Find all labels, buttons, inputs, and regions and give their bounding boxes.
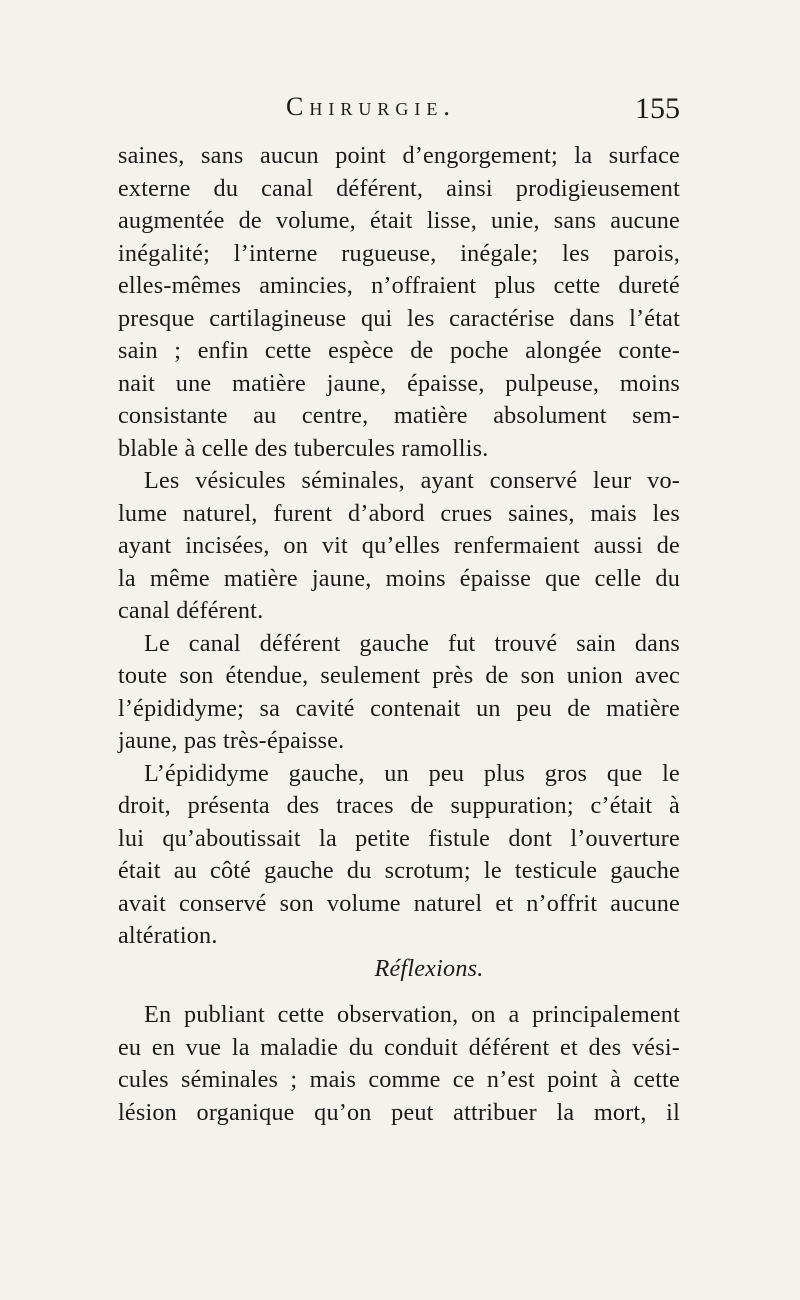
text-line: blable à celle des tubercules ramollis. — [118, 434, 489, 462]
text-line: consistante au centre, matière absolument sem- — [118, 402, 680, 429]
text-line: la même matière jaune, moins épaisse que celle du — [118, 564, 680, 592]
text-line: nait une matière jaune, épaisse, pulpeuse, moins — [118, 369, 680, 397]
text-line: altération. — [118, 922, 218, 949]
text-line: lui qu’aboutissait la petite fistule dont l’ouverture — [118, 824, 680, 852]
text-line: elles-mêmes amincies, n’offraient plus cette dureté — [118, 272, 680, 299]
text-line: toute son étendue, seulement près de son union avec — [118, 662, 680, 689]
text-line: eu en vue la maladie du conduit déférent et des vési- — [118, 1033, 680, 1061]
text-line: jaune, pas très-épaisse. — [118, 727, 345, 754]
text-line: sain ; enfin cette espèce de poche alongée conte- — [118, 337, 680, 364]
text-line: lume naturel, furent d’abord crues saines, mais les — [118, 499, 680, 527]
text-line: canal déférent. — [118, 597, 264, 624]
text-line: ayant incisées, on vit qu’elles renfermaient aussi de — [118, 532, 680, 559]
running-title: Chirurgie. — [286, 92, 456, 121]
text-line: droit, présenta des traces de suppuration; c’était à — [118, 792, 680, 819]
page-header — [118, 92, 680, 132]
body-text — [118, 140, 680, 1129]
text-line: était au côté gauche du scrotum; le testicule gauche — [118, 857, 680, 884]
section-gap — [118, 985, 680, 999]
text-line: En publiant cette observation, on a principalement — [144, 1001, 680, 1028]
text-line: presque cartilagineuse qui les caractérise dans l’état — [118, 304, 680, 332]
text-line: inégalité; l’interne rugueuse, inégale; les parois, — [118, 239, 680, 267]
section-heading: Réflexions. — [374, 954, 484, 982]
text-line: l’épididyme; sa cavité contenait un peu de matière — [118, 694, 680, 722]
text-line: Les vésicules séminales, ayant conservé leur vo- — [144, 467, 680, 494]
text-line: lésion organique qu’on peut attribuer la mort, il — [118, 1098, 680, 1126]
text-line: L’épididyme gauche, un peu plus gros que le — [144, 759, 680, 787]
text-line: augmentée de volume, était lisse, unie, sans aucune — [118, 207, 680, 234]
text-line: avait conservé son volume naturel et n’offrit aucune — [118, 889, 680, 917]
text-line: saines, sans aucun point d’engorgement; la surface — [118, 142, 680, 169]
text-line: Le canal déférent gauche fut trouvé sain dans — [144, 629, 680, 657]
page-number: 155 — [635, 92, 680, 125]
text-line: externe du canal déférent, ainsi prodigieusement — [118, 174, 680, 202]
text-line: cules séminales ; mais comme ce n’est point à cette — [118, 1066, 680, 1093]
